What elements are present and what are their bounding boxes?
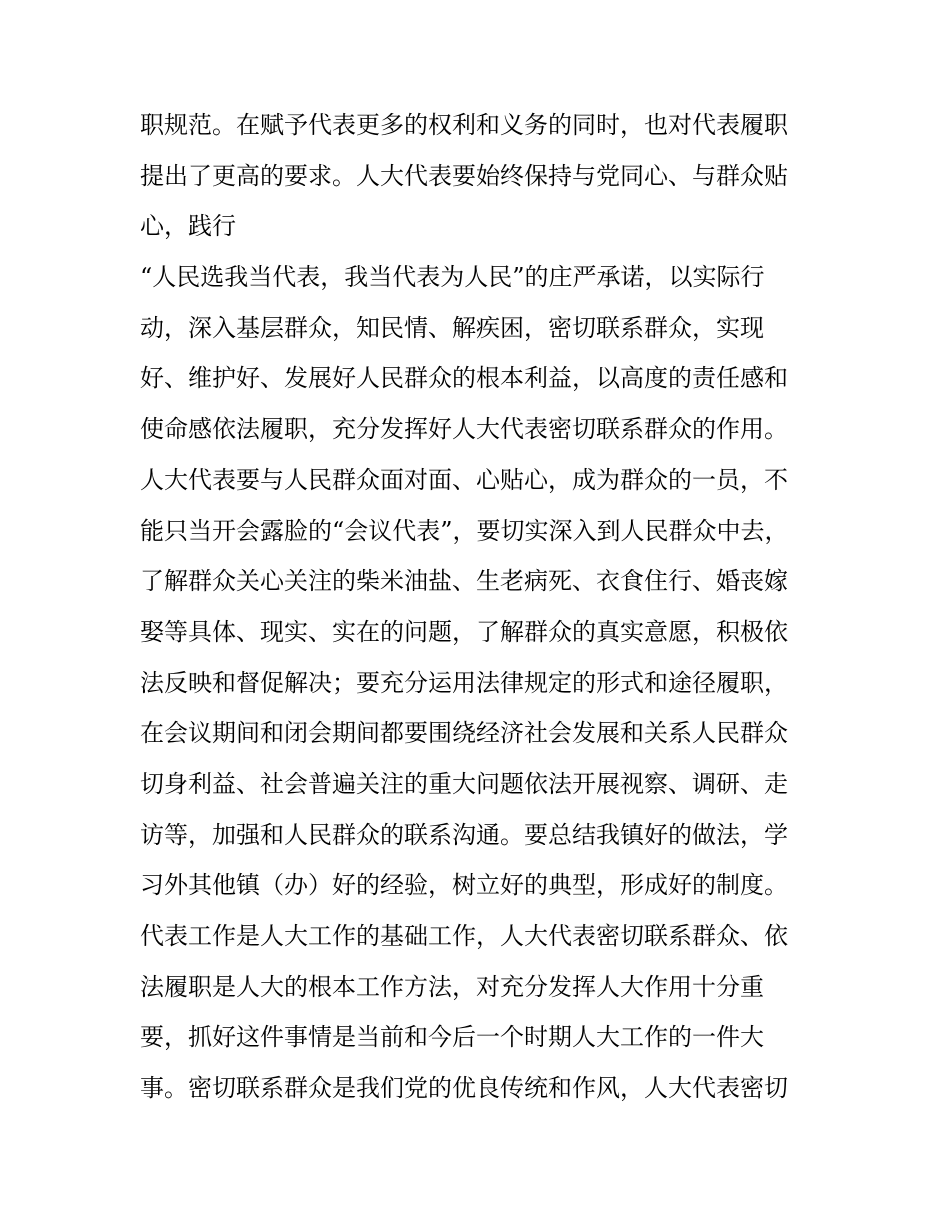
text-line: 事。密切联系群众是我们党的优良传统和作风，人大代表密切 [140,1074,788,1103]
text-line: “人民选我当代表，我当代表为人民”的庄严承诺，以实际行 [140,263,765,292]
text-line: 代表工作是人大工作的基础工作，人大代表密切联系群众、依 [140,922,788,950]
text-line: 了解群众关心关注的柴米油盐、生老病死、衣食住行、婚丧嫁 [140,567,788,596]
text-line: 动，深入基层群众，知民情、解疾困，密切联系群众，实现 [140,313,764,342]
text-line: 心，践行 [140,212,236,241]
text-line: 法反映和督促解决；要充分运用法律规定的形式和途径履职， [140,668,788,697]
text-line: 使命感依法履职，充分发挥好人大代表密切联系群众的作用。 [140,415,788,444]
text-line: 能只当开会露脸的“会议代表”，要切实深入到人民群众中去， [140,516,789,545]
text-line: 职规范。在赋予代表更多的权利和义务的同时，也对代表履职 [140,111,788,139]
text-line: 好、维护好、发展好人民群众的根本利益，以高度的责任感和 [140,364,788,393]
text-line: 法履职是人大的根本工作方法，对充分发挥人大作用十分重 [140,972,764,1001]
text-line: 切身利益、社会普遍关注的重大问题依法开展视察、调研、走 [140,769,788,798]
text-line: 在会议期间和闭会期间都要围绕经济社会发展和关系人民群众 [140,719,788,748]
text-line: 要，抓好这件事情是当前和今后一个时期人大工作的一件大 [140,1023,764,1052]
text-line: 习外其他镇（办）好的经验，树立好的典型，形成好的制度。 [140,871,788,900]
text-line: 人大代表要与人民群众面对面、心贴心，成为群众的一员，不 [140,465,788,494]
text-line: 娶等具体、现实、实在的问题，了解群众的真实意愿，积极依 [140,617,788,646]
text-line: 访等，加强和人民群众的联系沟通。要总结我镇好的做法，学 [140,820,788,849]
body-text [140,100,820,1114]
text-line: 提出了更高的要求。人大代表要始终保持与党同心、与群众贴 [140,161,788,190]
